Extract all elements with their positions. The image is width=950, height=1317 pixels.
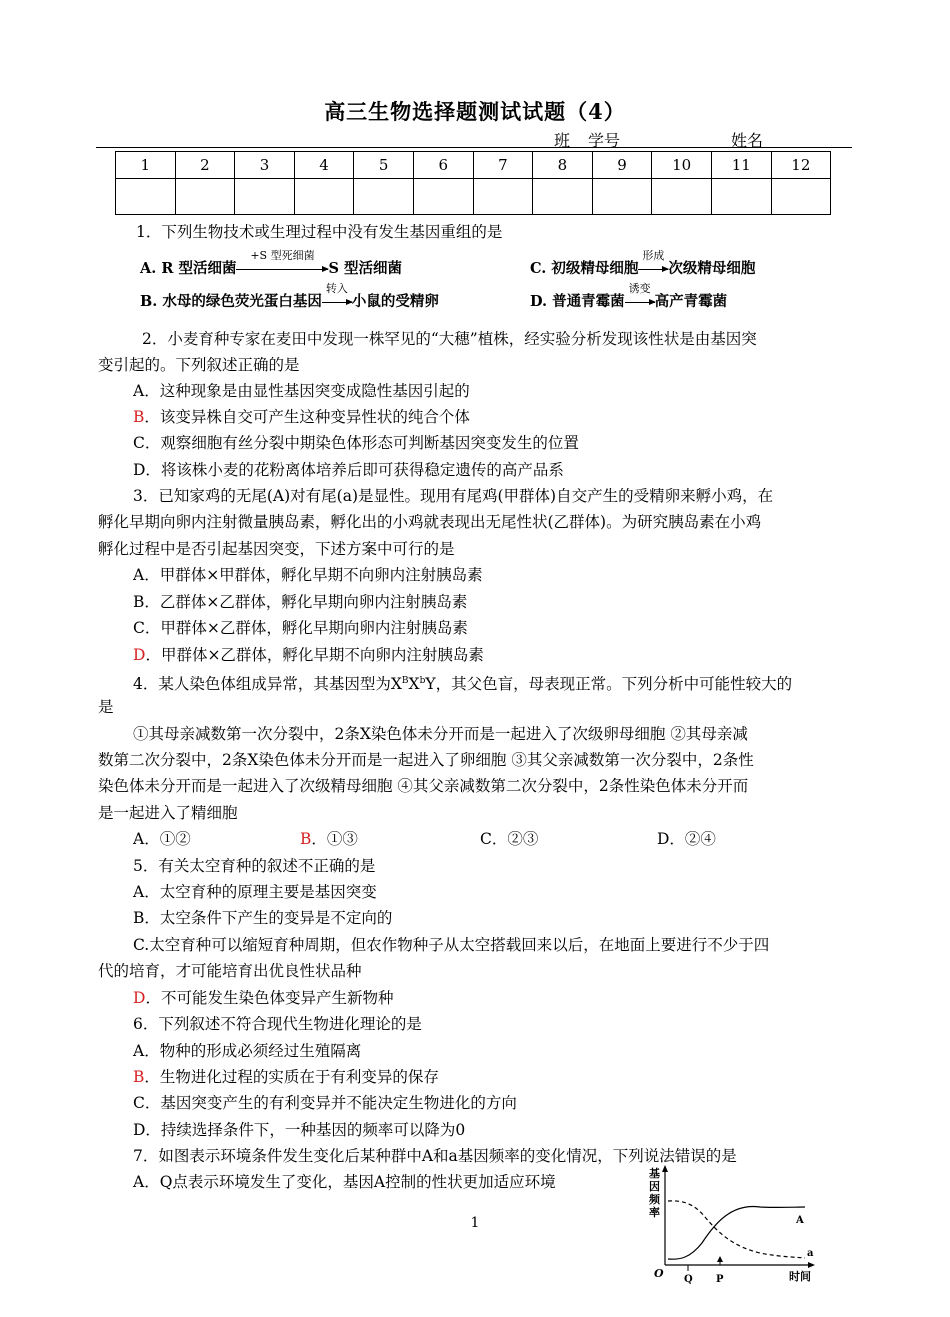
q7-stem: 7．如图表示环境条件发生变化后某种群中A和a基因频率的变化情况，下列说法错误的是: [133, 1147, 737, 1165]
q4-stem-pre: 4．某人染色体组成异常，其基因型为X: [133, 675, 402, 694]
answer-blank-cell[interactable]: [652, 179, 712, 215]
class-field: 班: [554, 131, 571, 150]
student-id-field: 学号: [588, 131, 621, 150]
header-rule: [96, 147, 852, 148]
y-label-char-2: 因: [649, 1180, 660, 1193]
q5-d-text: ．不可能发生染色体变异产生新物种: [145, 989, 394, 1007]
answer-blank-cell[interactable]: [294, 179, 354, 215]
answer-blank-cell[interactable]: [175, 179, 235, 215]
answer-number-row: [116, 152, 831, 179]
q2-option-d: D．将该株小麦的花粉离体培养后即可获得稳定遗传的高产品系: [133, 461, 564, 479]
q1-b-arrow-label: 转入: [325, 282, 348, 295]
q6-option-d: D．持续选择条件下，一种基因的频率可以降为0: [133, 1121, 466, 1139]
q1-b-arrow: [322, 282, 352, 310]
q6-option-b: [133, 1067, 439, 1087]
q4-option-d: D．②④: [657, 830, 716, 848]
answer-blank-cell[interactable]: [533, 179, 593, 215]
q4-sup-b-upper: B: [401, 676, 409, 686]
y-axis-arrow-icon: [662, 1165, 668, 1172]
q4-b-letter: B: [300, 830, 312, 848]
answer-table: [115, 151, 831, 215]
answer-number-cell: 5: [354, 152, 414, 179]
q1-option-c: [530, 249, 756, 278]
q4-b-text: ．①③: [311, 830, 358, 848]
arrow-right-icon: [322, 302, 352, 303]
q3-option-c: C．甲群体×乙群体，孵化早期向卵内注射胰岛素: [133, 619, 468, 637]
q5-option-c-line2: 代的培育，才可能培育出优良性状品种: [98, 962, 362, 980]
q1-stem: 1．下列生物技术或生理过程中没有发生基因重组的是: [136, 223, 503, 241]
answer-blank-cell[interactable]: [354, 179, 414, 215]
answer-number-cell: 7: [473, 152, 533, 179]
q7-option-a: A．Q点表示环境发生了变化，基因A控制的性状更加适应环境: [133, 1173, 556, 1191]
y-label-char-4: 率: [649, 1206, 660, 1219]
q3-d-text: ．甲群体×乙群体，孵化早期不向卵内注射胰岛素: [145, 646, 484, 664]
q1-a-left: A. R 型活细菌: [140, 260, 237, 277]
q1-d-right: 高产青霉菌: [654, 293, 728, 310]
q2-stem-line2: 变引起的。下列叙述正确的是: [98, 356, 300, 374]
q1-a-arrow-label: +S 型死细菌: [250, 249, 315, 262]
q-point-label: Q: [684, 1274, 693, 1285]
q2-option-b: [133, 407, 470, 427]
answer-number-cell: 10: [652, 152, 712, 179]
q4-sup-b-lower: b: [419, 676, 426, 686]
q3-stem-line3: 孵化过程中是否引起基因突变，下述方案中可行的是: [98, 540, 455, 558]
q1-b-left: B. 水母的绿色荧光蛋白基因: [140, 293, 322, 310]
answer-blank-cell[interactable]: [592, 179, 652, 215]
arrow-right-icon: [236, 269, 328, 270]
q1-d-left: D. 普通青霉菌: [530, 293, 625, 310]
q4-option-b: [300, 829, 358, 849]
exam-title: 高三生物选择题测试试题（4）: [324, 99, 626, 124]
q3-option-d: [133, 645, 484, 665]
answer-number-cell: 9: [592, 152, 652, 179]
q6-stem: 6．下列叙述不符合现代生物进化理论的是: [133, 1015, 422, 1033]
q5-option-d: [133, 988, 393, 1008]
q2-b-text: ．该变异株自交可产生这种变异性状的纯合个体: [144, 408, 470, 426]
q1-b-right: 小鼠的受精卵: [351, 293, 439, 310]
q4-stem-x: X: [408, 675, 420, 694]
q5-d-letter: D: [133, 989, 146, 1007]
arrow-right-icon: [638, 269, 668, 270]
answer-number-cell: 12: [771, 152, 831, 179]
arrow-right-icon: [625, 302, 655, 303]
q1-d-arrow: [625, 282, 655, 310]
answer-blank-cell[interactable]: [771, 179, 831, 215]
q1-d-arrow-label: 诱变: [628, 282, 651, 295]
q4-option-c: C．②③: [480, 830, 539, 848]
answer-number-cell: 6: [413, 152, 473, 179]
curve-a-label: A: [796, 1215, 804, 1226]
q2-option-a: A．这种现象是由显性基因突变成隐性基因引起的: [133, 382, 470, 400]
q6-option-c: C．基因突变产生的有利变异并不能决定生物进化的方向: [133, 1094, 517, 1112]
q2-b-letter: B: [133, 408, 145, 426]
answer-blank-cell[interactable]: [235, 179, 295, 215]
page-number: 1: [470, 1215, 480, 1231]
q5-option-a: A．太空育种的原理主要是基因突变: [133, 883, 377, 901]
q3-stem-line1: 3．已知家鸡的无尾(A)对有尾(a)是显性。现用有尾鸡(甲群体)自交产生的受精卵来孵小鸡，在: [133, 487, 774, 505]
q1-a-right: S 型活细菌: [328, 260, 402, 277]
q5-stem: 5．有关太空育种的叙述不正确的是: [133, 857, 376, 875]
q1-c-right: 次级精母细胞: [668, 260, 756, 277]
q3-option-a: A．甲群体×甲群体，孵化早期不向卵内注射胰岛素: [133, 566, 483, 584]
answer-blank-cell[interactable]: [473, 179, 533, 215]
curve-lowercase-a-label: a: [807, 1248, 814, 1259]
q4-stem-line1: [133, 671, 792, 694]
q5-option-b: B．太空条件下产生的变异是不定向的: [133, 909, 393, 927]
q1-option-d: [530, 282, 728, 311]
y-label-char-3: 频: [649, 1193, 660, 1206]
q1-c-arrow-label: 形成: [642, 249, 665, 262]
p-point-label: P: [716, 1274, 724, 1285]
q4-stem-post: Y，其父色盲，母表现正常。下列分析中可能性较大的: [425, 675, 793, 694]
answer-number-cell: 3: [235, 152, 295, 179]
answer-input-row: [116, 179, 831, 215]
q6-b-text: ．生物进化过程的实质在于有利变异的保存: [144, 1068, 439, 1086]
q4-option-a: A．①②: [133, 830, 191, 848]
q1-a-arrow: [236, 249, 328, 277]
q1-c-left: C. 初级精母细胞: [530, 260, 639, 277]
q3-option-b: B．乙群体×乙群体，孵化早期向卵内注射胰岛素: [133, 593, 468, 611]
q4-items-line2: 数第二次分裂中，2条X染色体未分开而是一起进入了卵细胞 ③其父亲减数第一次分裂中，2条性: [98, 751, 754, 769]
q2-stem-line1: 2．小麦育种专家在麦田中发现一株罕见的“大穗”植株，经实验分析发现该性状是由基因突: [142, 330, 757, 348]
answer-number-cell: 1: [116, 152, 176, 179]
q3-d-letter: D: [133, 646, 146, 664]
answer-blank-cell[interactable]: [711, 179, 771, 215]
answer-number-cell: 4: [294, 152, 354, 179]
q4-stem-line2: 是: [98, 698, 114, 716]
q6-b-letter: B: [133, 1068, 145, 1086]
q2-option-c: C．观察细胞有丝分裂中期染色体形态可判断基因突变发生的位置: [133, 434, 579, 452]
name-field: 姓名: [731, 131, 764, 150]
q1-option-b: [140, 282, 439, 311]
x-axis-label: 时间: [789, 1270, 811, 1283]
y-label-char-1: 基: [649, 1167, 660, 1180]
q5-option-c-line1: C.太空育种可以缩短育种周期，但农作物种子从太空搭载回来以后，在地面上要进行不少于四: [133, 936, 770, 954]
answer-number-cell: 2: [175, 152, 235, 179]
answer-number-cell: 8: [533, 152, 593, 179]
answer-number-cell: 11: [711, 152, 771, 179]
q6-option-a: A．物种的形成必须经过生殖隔离: [133, 1042, 362, 1060]
x-axis-arrow-icon: [808, 1262, 815, 1268]
p-arrow-icon: [717, 1256, 723, 1262]
q4-items-line1: ①其母亲减数第一次分裂中，2条X染色体未分开而是一起进入了次级卵母细胞 ②其母亲减: [133, 725, 748, 743]
origin-label: O: [654, 1267, 664, 1280]
q4-items-line4: 是一起进入了精细胞: [98, 804, 238, 822]
answer-blank-cell[interactable]: [116, 179, 176, 215]
answer-blank-cell[interactable]: [413, 179, 473, 215]
q1-option-a: [140, 249, 402, 278]
q3-stem-line2: 孵化早期向卵内注射微量胰岛素，孵化出的小鸡就表现出无尾性状(乙群体)。为研究胰岛素在小鸡: [98, 513, 762, 531]
q1-c-arrow: [638, 249, 668, 277]
q4-items-line3: 染色体未分开而是一起进入了次级精母细胞 ④其父亲减数第二次分裂中，2条性染色体未分开而: [98, 777, 749, 795]
